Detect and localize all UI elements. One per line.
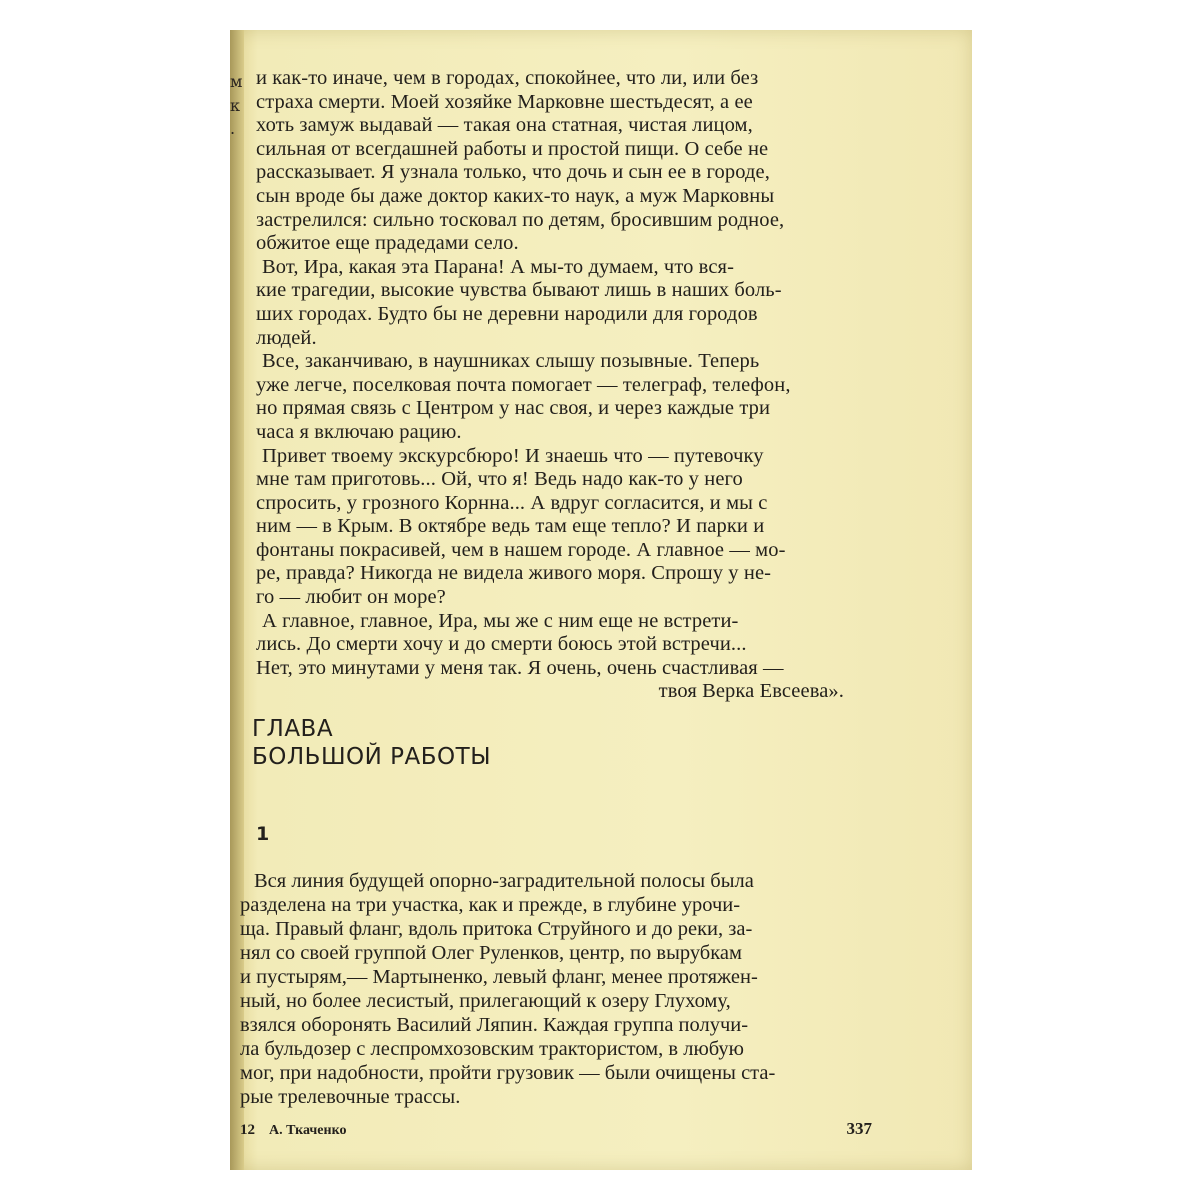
chapter-text bbox=[240, 869, 872, 1109]
margin-glyph: к bbox=[230, 95, 240, 115]
margin-glyph: . bbox=[230, 119, 236, 139]
footer-signature bbox=[240, 1119, 346, 1139]
text-line: Привет твоему экскурсбюро! И знаешь что — путевочку bbox=[262, 444, 764, 467]
left-margin-glyphs bbox=[230, 70, 246, 141]
text-line: ре, правда? Никогда не видела живого моря. Спрошу у не- bbox=[256, 562, 772, 585]
chapter-title bbox=[252, 715, 491, 771]
text-line: разделена на три участка, как и прежде, в глубине урочи- bbox=[240, 894, 741, 916]
text-line: кие трагедии, высокие чувства бывают лишь в наших боль- bbox=[256, 279, 782, 302]
text-line: но прямая связь с Центром у нас своя, и через каждые три bbox=[256, 397, 771, 420]
text-line: людей. bbox=[256, 326, 317, 349]
letter-text bbox=[256, 67, 870, 704]
text-line: Нет, это минутами у меня так. Я очень, очень счастливая — bbox=[256, 656, 784, 679]
text-line: сильная от всегдашней работы и простой пищи. О себе не bbox=[256, 137, 769, 160]
text-line: А главное, главное, Ира, мы же с ним еще не встрети- bbox=[262, 609, 739, 632]
text-line: рассказывает. Я узнала только, что дочь и сын ее в городе, bbox=[256, 161, 770, 184]
text-line: взялся оборонять Василий Ляпин. Каждая группа получи- bbox=[240, 1014, 749, 1036]
text-line: мог, при надобности, пройти грузовик — были очищены ста- bbox=[240, 1062, 776, 1084]
text-line: Вот, Ира, какая эта Парана! А мы-то думаем, что вся- bbox=[262, 255, 734, 278]
text-line: лись. До смерти хочу и до смерти боюсь этой встречи... bbox=[256, 633, 747, 656]
text-line: го — любит он море? bbox=[256, 586, 446, 609]
text-line: обжитое еще прадедами село. bbox=[256, 232, 519, 255]
book-page bbox=[230, 30, 972, 1170]
text-line: и как-то иначе, чем в городах, спокойнее, что ли, или без bbox=[256, 67, 759, 89]
page-footer bbox=[240, 1119, 872, 1143]
text-line: фонтаны покрасивей, чем в нашем городе. А главное — мо- bbox=[256, 538, 786, 561]
footer-author: А. Ткаченко bbox=[269, 1123, 347, 1138]
page-number: 337 bbox=[846, 1119, 872, 1138]
text-line: страха смерти. Моей хозяйке Марковне шестьдесят, а ее bbox=[256, 90, 753, 113]
text-line: Вся линия будущей опорно-заградительной полосы была bbox=[254, 870, 754, 892]
text-line: Все, заканчиваю, в наушниках слышу позывные. Теперь bbox=[262, 350, 760, 373]
chapter-title-line: БОЛЬШОЙ РАБОТЫ bbox=[252, 744, 491, 770]
text-line: сын вроде бы даже доктор каких-то наук, а муж Марковны bbox=[256, 184, 775, 207]
text-line: мне там приготовь... Ой, что я! Ведь надо как-то у него bbox=[256, 468, 743, 491]
chapter-title-line: ГЛАВА bbox=[252, 716, 334, 742]
text-line: ща. Правый фланг, вдоль притока Струйного и до реки, за- bbox=[240, 918, 753, 940]
text-line: ный, но более лесистый, прилегающий к озеру Глухому, bbox=[240, 990, 731, 1012]
text-line: застрелился: сильно тосковал по детям, бросившим родное, bbox=[256, 208, 785, 231]
text-line: и пустырям,— Мартыненко, левый фланг, менее протяжен- bbox=[240, 966, 758, 988]
text-line: ших городах. Будто бы не деревни народили для городов bbox=[256, 302, 758, 325]
signature-mark: 12 bbox=[240, 1122, 255, 1138]
text-line: уже легче, поселковая почта помогает — телеграф, телефон, bbox=[256, 373, 791, 396]
text-line: часа я включаю рацию. bbox=[256, 420, 462, 443]
text-line: рые трелевочные трассы. bbox=[240, 1086, 461, 1108]
letter-signature: твоя Верка Евсеева». bbox=[658, 680, 844, 703]
margin-glyph: м bbox=[230, 72, 243, 91]
text-line: спросить, у грозного Корнна... А вдруг согласится, и мы с bbox=[256, 491, 768, 514]
text-line: ним — в Крым. В октябре ведь там еще тепло? И парки и bbox=[256, 515, 765, 538]
text-line: хоть замуж выдавай — такая она статная, чистая лицом, bbox=[256, 114, 753, 137]
text-line: нял со своей группой Олег Руленков, центр, по вырубкам bbox=[240, 942, 742, 964]
text-line: ла бульдозер с леспромхозовским трактористом, в любую bbox=[240, 1038, 744, 1060]
section-number: 1 bbox=[256, 823, 270, 845]
